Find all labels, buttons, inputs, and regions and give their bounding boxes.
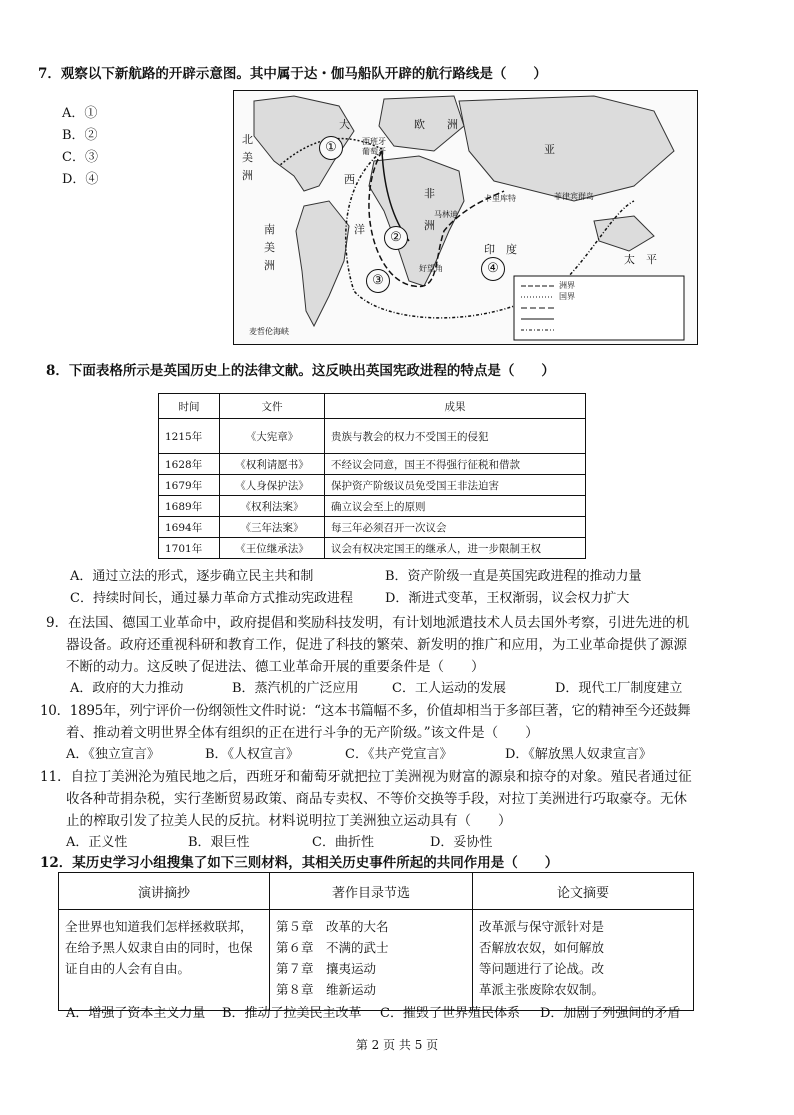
page-footer: 第 2 页 共 5 页 — [355, 1038, 439, 1052]
label-asia: 亚 — [544, 143, 555, 156]
law-cell: 《三年法案》 — [220, 517, 325, 538]
q10-line-1: 10．1895年，列宁评价一份纲领性文件时说：“这本书篇幅不多，价值却相当于多部巨著，它的精神至今还鼓舞 — [40, 703, 691, 719]
q7-option-a: A．① — [62, 106, 98, 121]
materials-body-row — [59, 910, 694, 1011]
law-cell: 1215年 — [159, 419, 220, 454]
abstract-line: 否解放农奴，如何解放 — [479, 940, 605, 955]
q11-line-3: 止的榨取引发了拉美人民的反抗。材料说明拉丁美洲独立运动具有（ ） — [66, 813, 512, 829]
table-row — [159, 475, 586, 496]
law-cell: 《人身保护法》 — [220, 475, 325, 496]
q10-option-c: C．《共产党宣言》 — [345, 747, 453, 762]
table-row — [159, 538, 586, 559]
q12-option-c: C．摧毁了世界殖民体系 — [380, 1006, 520, 1021]
q9-line-1: 9．在法国、德国工业革命中，政府提倡和奖励科技发明，有计划地派遣技术人员去国外考察，引进先进的机 — [46, 615, 690, 631]
law-cell: 1694年 — [159, 517, 220, 538]
speech-line: 在给予黑人奴隶自由的同时，也保 — [65, 940, 253, 955]
label-atlantic-a: 大 — [339, 118, 350, 131]
speech-line: 全世界也知道我们怎样拯救联邦， — [65, 919, 253, 934]
route-marker-3: ③ — [366, 269, 390, 293]
label-malindi: 马林迪 — [434, 210, 458, 219]
abstract-line: 改革派与保守派针对是 — [479, 919, 605, 934]
map-drawing — [234, 91, 697, 344]
law-cell: 贵族与教会的权力不受国王的侵犯 — [325, 419, 586, 454]
law-cell: 1628年 — [159, 454, 220, 475]
q9-option-d: D．现代工厂制度建立 — [555, 681, 683, 696]
contents-line: 第６章 不满的武士 — [276, 940, 389, 955]
africa-shape — [369, 156, 464, 286]
contents-cell — [270, 910, 473, 1011]
q7-option-d: D．④ — [62, 172, 99, 187]
law-cell: 确立议会至上的原则 — [325, 496, 586, 517]
abstract-line: 等问题进行了论战。改 — [479, 961, 605, 976]
route-marker-1: ① — [319, 136, 343, 160]
label-europe: 欧 洲 — [414, 118, 458, 131]
australia-shape — [594, 216, 654, 251]
law-cell: 1689年 — [159, 496, 220, 517]
q11-option-a: A．正义性 — [66, 835, 128, 850]
q12-option-d: D．加剧了列强间的矛盾 — [540, 1006, 681, 1021]
q12-option-b: B．推动了拉美民主改革 — [222, 1006, 362, 1021]
law-cell: 议会有权决定国王的继承人，进一步限制王权 — [325, 538, 586, 559]
new-sea-routes-map — [233, 90, 698, 345]
abstract-cell — [473, 910, 694, 1011]
law-cell: 1679年 — [159, 475, 220, 496]
law-cell: 《大宪章》 — [220, 419, 325, 454]
materials-header-row — [59, 873, 694, 910]
label-origin: 西班牙 葡萄牙 — [362, 137, 386, 156]
q11-line-1: 11．自拉丁美洲沦为殖民地之后，西班牙和葡萄牙就把拉丁美洲视为财富的源泉和掠夺的对象。殖民者通过征 — [40, 769, 692, 785]
q8-option-a: A．通过立法的形式，逐步确立民主共和制 — [70, 569, 314, 584]
law-header-time: 时间 — [159, 394, 220, 419]
label-south-america: 南 美 洲 — [264, 223, 275, 272]
q9-option-a: A．政府的大力推动 — [70, 681, 184, 696]
q11-option-c: C．曲折性 — [312, 835, 374, 850]
label-magellan: 麦哲伦海峡 — [249, 327, 289, 336]
speech-line: 证自由的人会有自由。 — [65, 961, 191, 976]
q11-option-d: D．妥协性 — [430, 835, 493, 850]
q10-line-2: 着、推动着文明世界全体有组织的正在进行斗争的无产阶级。”该文件是（ ） — [66, 725, 539, 741]
label-africa: 非 洲 — [424, 187, 435, 232]
legend-label-1: 洲界 — [559, 281, 575, 290]
label-indian-ocean: 印 度 — [484, 243, 517, 256]
label-philippines: 菲律宾群岛 — [554, 192, 594, 201]
q9-option-c: C．工人运动的发展 — [392, 681, 506, 696]
q11-line-2: 收各种苛捐杂税，实行垄断贸易政策、商品专卖权、不等价交换等手段，对拉丁美洲进行巧取豪夺。无休 — [66, 791, 687, 807]
abstract-line: 革派主张废除农奴制。 — [479, 982, 605, 997]
law-cell: 《权利请愿书》 — [220, 454, 325, 475]
contents-line: 第８章 维新运动 — [276, 982, 377, 997]
q10-option-a: A．《独立宣言》 — [66, 747, 160, 762]
q7-stem: 7．观察以下新航路的开辟示意图。其中属于达・伽马船队开辟的航行路线是（ ） — [38, 66, 547, 82]
label-atlantic-c: 洋 — [354, 223, 365, 236]
q10-option-d: D．《解放黑人奴隶宣言》 — [505, 747, 652, 762]
label-pacific: 太 平 — [624, 253, 657, 266]
contents-line: 第５章 改革的大名 — [276, 919, 389, 934]
south-america-shape — [296, 201, 349, 326]
label-calicut: 卡里库特 — [484, 194, 516, 203]
q8-option-b: B．资产阶级一直是英国宪政进程的推动力量 — [385, 569, 642, 584]
q11-option-b: B．艰巨性 — [188, 835, 250, 850]
q8-option-d: D．渐进式变革，王权渐弱，议会权力扩大 — [385, 591, 630, 606]
law-cell: 1701年 — [159, 538, 220, 559]
law-cell: 《权利法案》 — [220, 496, 325, 517]
contents-line: 第７章 攘夷运动 — [276, 961, 377, 976]
speech-cell — [59, 910, 270, 1011]
q9-option-b: B．蒸汽机的广泛应用 — [232, 681, 359, 696]
q12-stem: 12．某历史学习小组搜集了如下三则材料，其相关历史事件所起的共同作用是（ ） — [40, 855, 559, 871]
q8-stem: 8．下面表格所示是英国历史上的法律文献。这反映出英国宪政进程的特点是（ ） — [46, 363, 555, 379]
table-row — [159, 496, 586, 517]
q12-option-a: A．增强了资本主义力量 — [66, 1006, 206, 1021]
table-row — [159, 517, 586, 538]
route-marker-2: ② — [384, 226, 408, 250]
law-header-document: 文件 — [220, 394, 325, 419]
materials-header-abstract: 论文摘要 — [473, 873, 694, 910]
law-header-result: 成果 — [325, 394, 586, 419]
law-table — [158, 393, 586, 559]
law-table-header — [159, 394, 586, 419]
materials-table — [58, 872, 694, 1011]
asia-shape — [459, 96, 674, 201]
q10-option-b: B．《人权宣言》 — [205, 747, 300, 762]
law-cell: 每三年必须召开一次议会 — [325, 517, 586, 538]
materials-header-contents: 著作目录节选 — [270, 873, 473, 910]
route-marker-4: ④ — [481, 257, 505, 281]
label-atlantic-b: 西 — [344, 173, 355, 186]
table-row — [159, 419, 586, 454]
q9-line-3: 不断的动力。这反映了促进法、德工业革命开展的重要条件是（ ） — [66, 659, 485, 675]
q8-option-c: C．持续时间长，通过暴力革命方式推动宪政进程 — [70, 591, 353, 606]
table-row — [159, 454, 586, 475]
law-cell: 《王位继承法》 — [220, 538, 325, 559]
q7-option-c: C．③ — [62, 150, 98, 165]
law-cell: 保护资产阶级议员免受国王非法迫害 — [325, 475, 586, 496]
q9-line-2: 器设备。政府还重视科研和教育工作，促进了科技的繁荣、新发明的推广和应用，为工业革命提供了源源 — [66, 637, 687, 653]
legend-label-2: 国界 — [559, 292, 575, 301]
law-cell: 不经议会同意，国王不得强行征税和借款 — [325, 454, 586, 475]
q7-option-b: B．② — [62, 128, 98, 143]
label-north-america: 北 美 洲 — [242, 133, 253, 182]
materials-header-speech: 演讲摘抄 — [59, 873, 270, 910]
label-cape: 好望角 — [419, 264, 443, 273]
